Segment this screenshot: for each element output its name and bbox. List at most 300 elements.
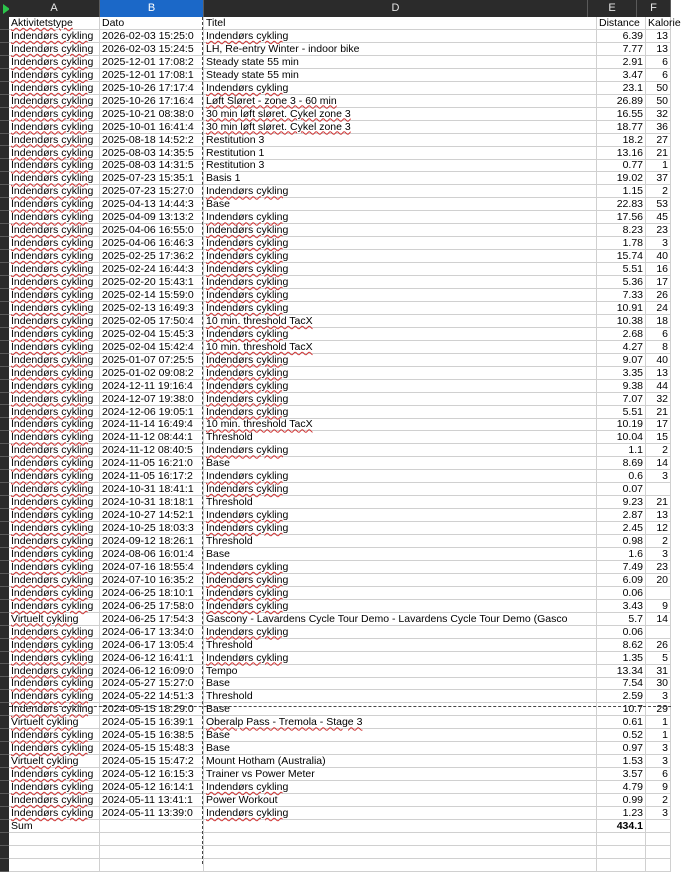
cell-distance[interactable]: [597, 587, 646, 600]
cell-distance[interactable]: [597, 626, 646, 639]
cell-activity-type[interactable]: [9, 276, 100, 289]
cell-activity-type[interactable]: [9, 82, 100, 95]
cell-empty[interactable]: [100, 833, 204, 846]
cell-calories[interactable]: [646, 406, 671, 419]
cell-calories[interactable]: [646, 483, 671, 496]
cell-activity-type[interactable]: [9, 354, 100, 367]
cell-activity-type[interactable]: [9, 237, 100, 250]
cell-activity-type[interactable]: [9, 613, 100, 626]
cell-title[interactable]: [204, 690, 597, 703]
cell-empty[interactable]: [646, 833, 671, 846]
cell-calories[interactable]: [646, 716, 671, 729]
row-header[interactable]: [0, 134, 9, 147]
cell-title[interactable]: [204, 147, 597, 160]
cell-distance[interactable]: [597, 716, 646, 729]
cell-activity-type[interactable]: [9, 768, 100, 781]
cell-distance[interactable]: [597, 768, 646, 781]
cell-empty[interactable]: [100, 846, 204, 859]
row-header[interactable]: [0, 82, 9, 95]
cell-calories[interactable]: [646, 626, 671, 639]
cell-title[interactable]: [204, 276, 597, 289]
cell-date[interactable]: [100, 561, 204, 574]
row-header[interactable]: [0, 315, 9, 328]
cell-distance[interactable]: [597, 600, 646, 613]
cell-calories[interactable]: [646, 418, 671, 431]
cell-calories[interactable]: [646, 108, 671, 121]
cell-calories[interactable]: [646, 328, 671, 341]
cell-distance[interactable]: [597, 121, 646, 134]
cell-distance[interactable]: [597, 185, 646, 198]
cell-distance[interactable]: [597, 535, 646, 548]
column-header-b[interactable]: B: [100, 0, 204, 17]
cell-title[interactable]: [204, 483, 597, 496]
row-header[interactable]: [0, 574, 9, 587]
cell-distance[interactable]: [597, 82, 646, 95]
cell-calories[interactable]: [646, 574, 671, 587]
row-header[interactable]: [0, 820, 9, 833]
cell-date[interactable]: [100, 134, 204, 147]
cell-distance[interactable]: [597, 198, 646, 211]
cell-calories[interactable]: [646, 237, 671, 250]
cell-title[interactable]: [204, 315, 597, 328]
cell-date[interactable]: [100, 121, 204, 134]
cell-date[interactable]: [100, 406, 204, 419]
row-header[interactable]: [0, 768, 9, 781]
cell-title[interactable]: [204, 108, 597, 121]
cell-calories[interactable]: [646, 185, 671, 198]
cell-date[interactable]: [100, 185, 204, 198]
cell-calories[interactable]: [646, 224, 671, 237]
cell-activity-type[interactable]: [9, 574, 100, 587]
cell-date[interactable]: [100, 341, 204, 354]
cell-date[interactable]: [100, 302, 204, 315]
cell-empty[interactable]: [597, 859, 646, 872]
cell-calories[interactable]: [646, 56, 671, 69]
cell-calories[interactable]: [646, 250, 671, 263]
cell-empty[interactable]: [646, 820, 671, 833]
cell-title[interactable]: [204, 95, 597, 108]
row-header[interactable]: [0, 483, 9, 496]
cell-activity-type[interactable]: [9, 69, 100, 82]
cell-calories[interactable]: [646, 794, 671, 807]
cell-distance[interactable]: [597, 470, 646, 483]
row-header[interactable]: [0, 457, 9, 470]
cell-calories[interactable]: [646, 263, 671, 276]
row-header[interactable]: [0, 729, 9, 742]
cell-calories[interactable]: [646, 535, 671, 548]
cell-activity-type[interactable]: [9, 496, 100, 509]
cell-title[interactable]: [204, 172, 597, 185]
cell-title[interactable]: [204, 431, 597, 444]
row-header[interactable]: [0, 859, 9, 872]
row-header[interactable]: [0, 613, 9, 626]
row-header[interactable]: [0, 418, 9, 431]
cell-calories[interactable]: [646, 159, 671, 172]
cell-date[interactable]: [100, 781, 204, 794]
cell-distance[interactable]: [597, 652, 646, 665]
cell-calories[interactable]: [646, 82, 671, 95]
cell-date[interactable]: [100, 729, 204, 742]
cell-activity-type[interactable]: [9, 134, 100, 147]
cell-date[interactable]: [100, 600, 204, 613]
cell-calories[interactable]: [646, 95, 671, 108]
cell-activity-type[interactable]: [9, 289, 100, 302]
cell-date[interactable]: [100, 626, 204, 639]
cell-calories[interactable]: [646, 147, 671, 160]
cell-calories[interactable]: [646, 665, 671, 678]
cell-calories[interactable]: [646, 639, 671, 652]
cell-activity-type[interactable]: [9, 95, 100, 108]
cell-date[interactable]: [100, 742, 204, 755]
cell-date[interactable]: [100, 522, 204, 535]
cell-activity-type[interactable]: [9, 755, 100, 768]
cell-activity-type[interactable]: [9, 677, 100, 690]
cell-calories[interactable]: [646, 393, 671, 406]
cell-calories[interactable]: [646, 380, 671, 393]
cell-date[interactable]: [100, 147, 204, 160]
cell-title[interactable]: [204, 639, 597, 652]
cell-activity-type[interactable]: [9, 159, 100, 172]
row-header[interactable]: [0, 224, 9, 237]
cell-date[interactable]: [100, 807, 204, 820]
cell-distance[interactable]: [597, 781, 646, 794]
cell-activity-type[interactable]: [9, 742, 100, 755]
row-header[interactable]: [0, 431, 9, 444]
cell-calories[interactable]: [646, 781, 671, 794]
row-header[interactable]: [0, 548, 9, 561]
cell-distance[interactable]: [597, 211, 646, 224]
cell-calories[interactable]: [646, 444, 671, 457]
cell-date[interactable]: [100, 431, 204, 444]
cell-activity-type[interactable]: [9, 548, 100, 561]
cell-calories[interactable]: [646, 276, 671, 289]
cell-title[interactable]: [204, 237, 597, 250]
row-header[interactable]: [0, 470, 9, 483]
cell-date[interactable]: [100, 652, 204, 665]
cell-distance[interactable]: [597, 496, 646, 509]
cell-activity-type[interactable]: [9, 263, 100, 276]
row-header[interactable]: [0, 509, 9, 522]
cell-distance[interactable]: [597, 108, 646, 121]
row-header[interactable]: [0, 328, 9, 341]
cell-distance[interactable]: [597, 56, 646, 69]
cell-date[interactable]: [100, 315, 204, 328]
cell-distance[interactable]: [597, 561, 646, 574]
cell-calories[interactable]: [646, 755, 671, 768]
cell-title[interactable]: [204, 341, 597, 354]
cell-distance[interactable]: [597, 677, 646, 690]
row-header[interactable]: [0, 276, 9, 289]
cell-calories[interactable]: [646, 289, 671, 302]
cell-calories[interactable]: [646, 367, 671, 380]
cell-activity-type[interactable]: [9, 121, 100, 134]
cell-distance[interactable]: [597, 509, 646, 522]
cell-title[interactable]: [204, 134, 597, 147]
cell-calories[interactable]: [646, 172, 671, 185]
cell-date[interactable]: [100, 43, 204, 56]
cell-distance[interactable]: [597, 380, 646, 393]
cell-activity-type[interactable]: [9, 211, 100, 224]
cell-activity-type[interactable]: [9, 781, 100, 794]
cell-distance[interactable]: [597, 418, 646, 431]
cell-activity-type[interactable]: [9, 509, 100, 522]
cell-date[interactable]: [100, 677, 204, 690]
cell-activity-type[interactable]: [9, 250, 100, 263]
cell-activity-type[interactable]: [9, 418, 100, 431]
cell-calories[interactable]: [646, 134, 671, 147]
cell-title[interactable]: [204, 561, 597, 574]
cell-title[interactable]: [204, 794, 597, 807]
header-cell-kalorie[interactable]: [646, 17, 681, 30]
column-header-a[interactable]: A: [9, 0, 100, 17]
cell-distance[interactable]: [597, 224, 646, 237]
cell-distance[interactable]: [597, 393, 646, 406]
cell-activity-type[interactable]: [9, 328, 100, 341]
cell-distance[interactable]: [597, 95, 646, 108]
cell-distance[interactable]: [597, 742, 646, 755]
row-header[interactable]: [0, 250, 9, 263]
cell-activity-type[interactable]: [9, 30, 100, 43]
cell-date[interactable]: [100, 393, 204, 406]
cell-date[interactable]: [100, 367, 204, 380]
cell-title[interactable]: [204, 263, 597, 276]
cell-date[interactable]: [100, 159, 204, 172]
cell-distance[interactable]: [597, 276, 646, 289]
column-header-d[interactable]: D: [204, 0, 588, 17]
cell-distance[interactable]: [597, 250, 646, 263]
cell-date[interactable]: [100, 95, 204, 108]
cell-date[interactable]: [100, 665, 204, 678]
row-header[interactable]: [0, 354, 9, 367]
cell-title[interactable]: [204, 574, 597, 587]
cell-date[interactable]: [100, 457, 204, 470]
header-cell-distance[interactable]: [597, 17, 646, 30]
cell-title[interactable]: [204, 43, 597, 56]
cell-calories[interactable]: [646, 561, 671, 574]
cell-distance[interactable]: [597, 729, 646, 742]
cell-title[interactable]: [204, 716, 597, 729]
cell-activity-type[interactable]: [9, 341, 100, 354]
cell-title[interactable]: [204, 457, 597, 470]
cell-title[interactable]: [204, 755, 597, 768]
cell-empty[interactable]: [646, 859, 671, 872]
cell-date[interactable]: [100, 56, 204, 69]
cell-activity-type[interactable]: [9, 807, 100, 820]
cell-activity-type[interactable]: [9, 716, 100, 729]
row-header[interactable]: [0, 833, 9, 846]
cell-activity-type[interactable]: [9, 639, 100, 652]
cell-calories[interactable]: [646, 43, 671, 56]
cell-title[interactable]: [204, 613, 597, 626]
cell-distance[interactable]: [597, 755, 646, 768]
cell-date[interactable]: [100, 587, 204, 600]
cell-activity-type[interactable]: [9, 431, 100, 444]
row-header[interactable]: [0, 406, 9, 419]
cell-date[interactable]: [100, 716, 204, 729]
row-header[interactable]: [0, 380, 9, 393]
cell-empty[interactable]: [100, 859, 204, 872]
cell-distance[interactable]: [597, 522, 646, 535]
row-header[interactable]: [0, 652, 9, 665]
cell-date[interactable]: [100, 108, 204, 121]
cell-title[interactable]: [204, 121, 597, 134]
cell-title[interactable]: [204, 522, 597, 535]
cell-activity-type[interactable]: [9, 729, 100, 742]
cell-distance[interactable]: [597, 548, 646, 561]
cell-calories[interactable]: [646, 69, 671, 82]
cell-calories[interactable]: [646, 677, 671, 690]
cell-calories[interactable]: [646, 587, 671, 600]
select-all-corner[interactable]: [0, 0, 9, 17]
cell-calories[interactable]: [646, 600, 671, 613]
cell-date[interactable]: [100, 82, 204, 95]
row-header[interactable]: [0, 665, 9, 678]
cell-distance[interactable]: [597, 444, 646, 457]
cell-calories[interactable]: [646, 496, 671, 509]
row-header[interactable]: [0, 561, 9, 574]
row-header[interactable]: [0, 716, 9, 729]
cell-date[interactable]: [100, 198, 204, 211]
header-cell-titel[interactable]: [204, 17, 597, 30]
cell-calories[interactable]: [646, 522, 671, 535]
cell-title[interactable]: [204, 626, 597, 639]
cell-title[interactable]: [204, 665, 597, 678]
cell-title[interactable]: [204, 302, 597, 315]
cell-date[interactable]: [100, 755, 204, 768]
cell-calories[interactable]: [646, 729, 671, 742]
cell-date[interactable]: [100, 548, 204, 561]
cell-distance[interactable]: [597, 794, 646, 807]
cell-date[interactable]: [100, 794, 204, 807]
row-header[interactable]: [0, 781, 9, 794]
cell-activity-type[interactable]: [9, 470, 100, 483]
cell-activity-type[interactable]: [9, 367, 100, 380]
row-header[interactable]: [0, 600, 9, 613]
cell-empty[interactable]: [204, 859, 597, 872]
cell-date[interactable]: [100, 768, 204, 781]
row-header[interactable]: [0, 211, 9, 224]
cell-calories[interactable]: [646, 121, 671, 134]
cell-distance[interactable]: [597, 483, 646, 496]
row-header[interactable]: [0, 807, 9, 820]
cell-activity-type[interactable]: [9, 690, 100, 703]
cell-empty[interactable]: [597, 833, 646, 846]
row-header[interactable]: [0, 108, 9, 121]
cell-activity-type[interactable]: [9, 483, 100, 496]
cell-title[interactable]: [204, 69, 597, 82]
cell-title[interactable]: [204, 677, 597, 690]
cell-distance[interactable]: [597, 134, 646, 147]
cell-distance[interactable]: [597, 457, 646, 470]
cell-empty[interactable]: [204, 846, 597, 859]
cell-calories[interactable]: [646, 198, 671, 211]
cell-title[interactable]: [204, 768, 597, 781]
cell-activity-type[interactable]: [9, 224, 100, 237]
cell-distance[interactable]: [597, 237, 646, 250]
cell-date[interactable]: [100, 289, 204, 302]
column-header-f[interactable]: F: [637, 0, 671, 17]
cell-title[interactable]: [204, 328, 597, 341]
cell-activity-type[interactable]: [9, 561, 100, 574]
cell-sum-label[interactable]: [9, 820, 100, 833]
cell-activity-type[interactable]: [9, 108, 100, 121]
cell-activity-type[interactable]: [9, 600, 100, 613]
cell-empty[interactable]: [9, 859, 100, 872]
cell-distance[interactable]: [597, 367, 646, 380]
row-header[interactable]: [0, 147, 9, 160]
cell-empty[interactable]: [100, 820, 204, 833]
cell-distance[interactable]: [597, 43, 646, 56]
cell-distance[interactable]: [597, 341, 646, 354]
cell-date[interactable]: [100, 328, 204, 341]
cell-title[interactable]: [204, 289, 597, 302]
cell-date[interactable]: [100, 444, 204, 457]
cell-title[interactable]: [204, 535, 597, 548]
cell-title[interactable]: [204, 406, 597, 419]
cell-activity-type[interactable]: [9, 172, 100, 185]
cell-activity-type[interactable]: [9, 535, 100, 548]
cell-activity-type[interactable]: [9, 393, 100, 406]
cell-activity-type[interactable]: [9, 56, 100, 69]
cell-distance[interactable]: [597, 639, 646, 652]
cell-title[interactable]: [204, 548, 597, 561]
cell-title[interactable]: [204, 418, 597, 431]
cell-date[interactable]: [100, 509, 204, 522]
row-header[interactable]: [0, 393, 9, 406]
cell-distance[interactable]: [597, 30, 646, 43]
cell-distance[interactable]: [597, 159, 646, 172]
cell-date[interactable]: [100, 224, 204, 237]
cell-distance[interactable]: [597, 263, 646, 276]
cell-calories[interactable]: [646, 30, 671, 43]
cell-activity-type[interactable]: [9, 522, 100, 535]
cell-date[interactable]: [100, 483, 204, 496]
cell-date[interactable]: [100, 69, 204, 82]
cell-date[interactable]: [100, 535, 204, 548]
cell-date[interactable]: [100, 496, 204, 509]
cell-activity-type[interactable]: [9, 587, 100, 600]
cell-calories[interactable]: [646, 768, 671, 781]
row-header[interactable]: [0, 535, 9, 548]
row-header[interactable]: [0, 794, 9, 807]
cell-empty[interactable]: [646, 846, 671, 859]
cell-title[interactable]: [204, 444, 597, 457]
cell-empty[interactable]: [597, 846, 646, 859]
cell-empty[interactable]: [9, 833, 100, 846]
cell-activity-type[interactable]: [9, 794, 100, 807]
row-header[interactable]: [0, 522, 9, 535]
cell-calories[interactable]: [646, 470, 671, 483]
row-header[interactable]: [0, 43, 9, 56]
cell-activity-type[interactable]: [9, 406, 100, 419]
cell-empty[interactable]: [204, 820, 597, 833]
cell-distance[interactable]: [597, 289, 646, 302]
cell-date[interactable]: [100, 354, 204, 367]
cell-distance[interactable]: [597, 147, 646, 160]
row-header[interactable]: [0, 626, 9, 639]
cell-activity-type[interactable]: [9, 43, 100, 56]
row-header[interactable]: [0, 95, 9, 108]
cell-distance[interactable]: [597, 613, 646, 626]
cell-distance[interactable]: [597, 328, 646, 341]
cell-date[interactable]: [100, 613, 204, 626]
row-header[interactable]: [0, 639, 9, 652]
column-header-e[interactable]: E: [588, 0, 637, 17]
row-header[interactable]: [0, 690, 9, 703]
cell-title[interactable]: [204, 159, 597, 172]
cell-activity-type[interactable]: [9, 652, 100, 665]
row-header[interactable]: [0, 185, 9, 198]
